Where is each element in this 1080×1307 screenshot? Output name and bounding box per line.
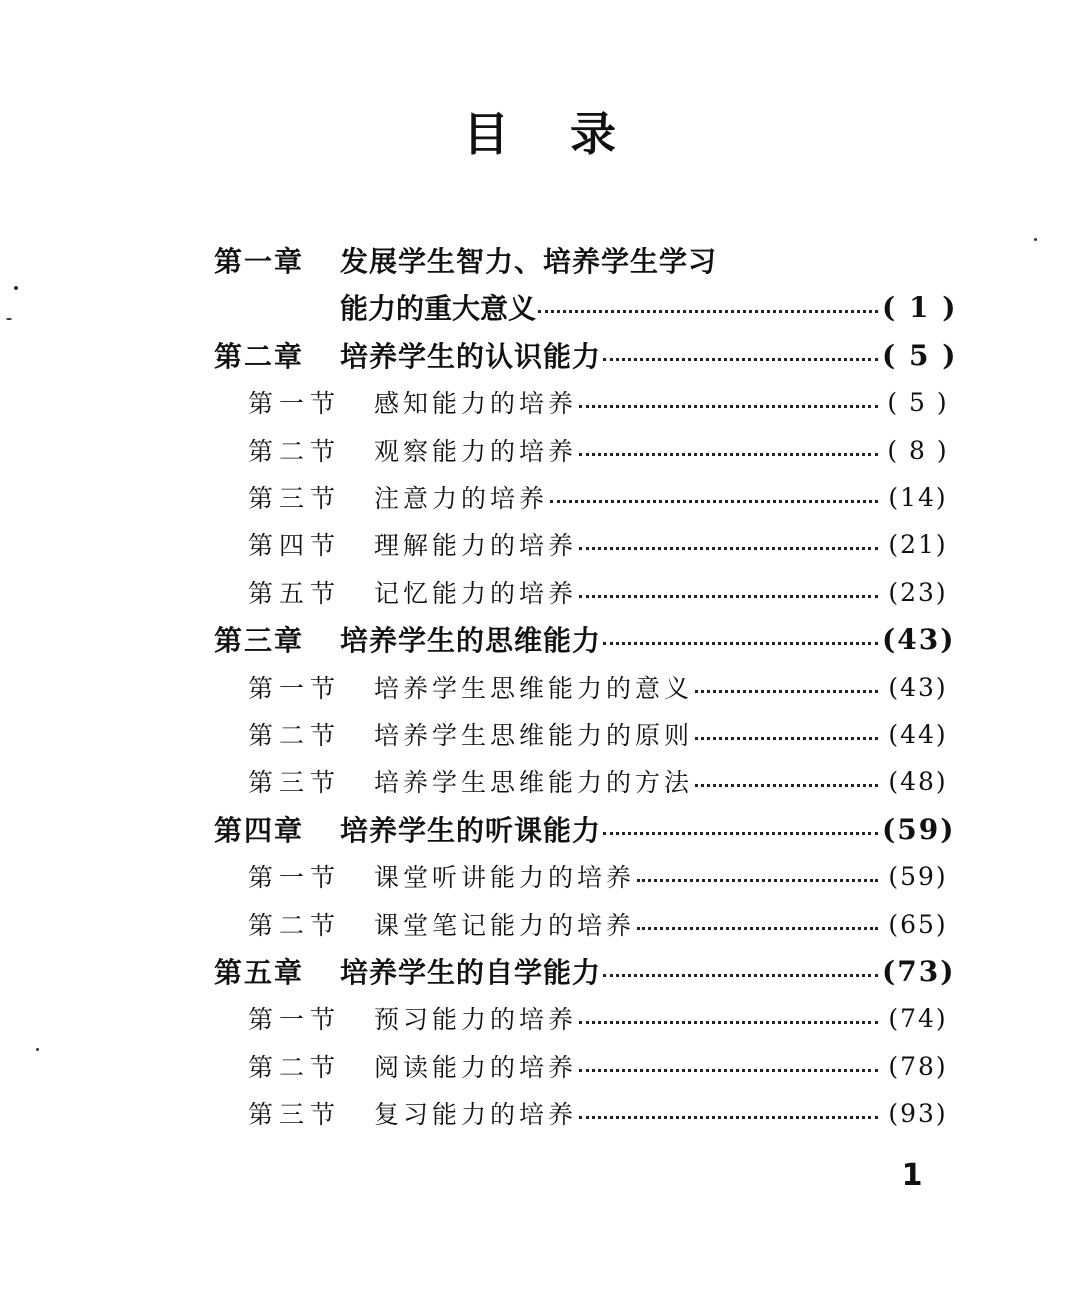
toc-entry-number: 第二章 [214, 340, 305, 373]
toc-entry-section [248, 426, 954, 474]
toc-entry-number: 第二节 [248, 437, 342, 466]
toc-entry-number: 第一节 [248, 674, 342, 703]
toc-entry-number: 第一节 [248, 1005, 342, 1034]
dot-leader [579, 388, 878, 416]
dot-leader [579, 436, 878, 464]
dot-leader [579, 530, 878, 558]
scan-speck [14, 286, 18, 290]
toc-entry-section [248, 994, 954, 1042]
toc-entry-chapter [214, 805, 954, 853]
toc-entry-title: 培养学生思维能力的意义 [374, 674, 694, 703]
dot-leader [579, 1052, 878, 1080]
toc-entry-number: 第二节 [248, 911, 342, 940]
toc-entry-section [248, 1042, 954, 1090]
toc-entry-title: 阅读能力的培养 [374, 1053, 578, 1082]
toc-entry-section [248, 1089, 954, 1137]
scan-speck [36, 1048, 39, 1051]
toc-entry-section [248, 852, 954, 900]
toc-entry-section [248, 663, 954, 711]
dot-leader [637, 910, 878, 938]
toc-entry-page: (65) [888, 909, 948, 939]
dot-leader [603, 625, 878, 653]
toc-entry-page: (43) [888, 672, 948, 702]
toc-entry-number: 第四章 [214, 814, 305, 847]
toc-entry-number: 第一章 [214, 245, 305, 278]
toc-entry-page: (74) [888, 1003, 948, 1033]
dot-leader [579, 578, 878, 606]
toc-entry-title: 感知能力的培养 [374, 389, 578, 418]
toc-entry-section [248, 900, 954, 948]
toc-entry-number: 第四节 [248, 531, 342, 560]
toc-entry-section [248, 757, 954, 805]
toc-entry-page: (23) [888, 577, 948, 607]
toc-entry-title: 理解能力的培养 [374, 531, 578, 560]
scan-speck [1034, 238, 1037, 241]
toc-entry-title: 观察能力的培养 [374, 437, 578, 466]
toc-entry-page: (21) [888, 529, 948, 559]
toc-entry-title: 注意力的培养 [374, 484, 549, 513]
toc-entry-page: (73) [882, 954, 956, 988]
toc-entry-chapter [214, 615, 954, 663]
toc-entry-title: 培养学生的自学能力 [340, 956, 602, 989]
toc-entry-title: 发展学生智力、培养学生学习 [340, 245, 718, 278]
toc-entry-title: 培养学生的听课能力 [340, 814, 602, 847]
toc-entry-page: ( 8 ) [887, 435, 949, 465]
toc-entry-page: (78) [888, 1051, 948, 1081]
toc-entry-number: 第三节 [248, 484, 342, 513]
dot-leader [603, 341, 878, 369]
toc-entry-page: (93) [888, 1098, 948, 1128]
toc-entry-section [248, 473, 954, 521]
toc-entry-number: 第三章 [214, 624, 305, 657]
toc-entry-title: 能力的重大意义 [340, 292, 537, 325]
dot-leader [695, 673, 878, 701]
toc-entry-number: 第三节 [248, 1100, 342, 1129]
toc-entry-number: 第三节 [248, 768, 342, 797]
dot-leader [550, 483, 878, 511]
toc-entry-title: 培养学生的认识能力 [340, 340, 602, 373]
toc-entry-page: ( 5 ) [887, 387, 949, 417]
toc-entry-page: (59) [888, 861, 948, 891]
toc-entry-number: 第二节 [248, 721, 342, 750]
page-title-char-2: 录 [570, 107, 617, 161]
toc-entry-page: ( 5 ) [882, 338, 958, 372]
dot-leader [603, 815, 878, 843]
dot-leader [695, 767, 878, 795]
toc-entry-number: 第五章 [214, 956, 305, 989]
toc-entry-title: 记忆能力的培养 [374, 579, 578, 608]
toc-entry-section [248, 378, 954, 426]
toc-entry-chapter [214, 947, 954, 995]
toc-entry-page: (59) [882, 812, 956, 846]
toc-entry-title: 课堂听讲能力的培养 [374, 863, 636, 892]
toc-entry-number: 第二节 [248, 1053, 342, 1082]
toc-entry-number: 第一节 [248, 389, 342, 418]
scan-speck [6, 318, 12, 320]
toc-entry-number: 第五节 [248, 579, 342, 608]
dot-leader [538, 293, 878, 321]
dot-leader [695, 720, 878, 748]
page-title-char-1: 目 [463, 107, 510, 161]
toc-entry-page: (44) [888, 719, 948, 749]
toc-entry-page: (43) [882, 622, 956, 656]
toc-entry-cont [340, 283, 958, 331]
toc-entry-page: (48) [888, 766, 948, 796]
toc-entry-section [248, 710, 954, 758]
page-number: 1 [901, 1158, 923, 1193]
toc-entry-title: 培养学生的思维能力 [340, 624, 602, 657]
dot-leader [637, 862, 878, 890]
toc-entry-page: (14) [888, 482, 948, 512]
dot-leader [603, 957, 878, 985]
dot-leader [579, 1004, 878, 1032]
dot-leader [579, 1099, 878, 1127]
toc-entry-number: 第一节 [248, 863, 342, 892]
toc-entry-title: 预习能力的培养 [374, 1005, 578, 1034]
toc-entry-section [248, 568, 954, 616]
toc-entry-section [248, 520, 954, 568]
toc-entry-chapter [214, 331, 958, 379]
table-of-contents [0, 236, 1080, 1136]
toc-entry-page: ( 1 ) [882, 290, 958, 324]
toc-entry-title: 培养学生思维能力的原则 [374, 721, 694, 750]
toc-entry-title: 课堂笔记能力的培养 [374, 911, 636, 940]
page-title [0, 98, 1080, 164]
toc-entry-title: 培养学生思维能力的方法 [374, 768, 694, 797]
toc-entry-chapter [214, 236, 954, 284]
toc-entry-title: 复习能力的培养 [374, 1100, 578, 1129]
